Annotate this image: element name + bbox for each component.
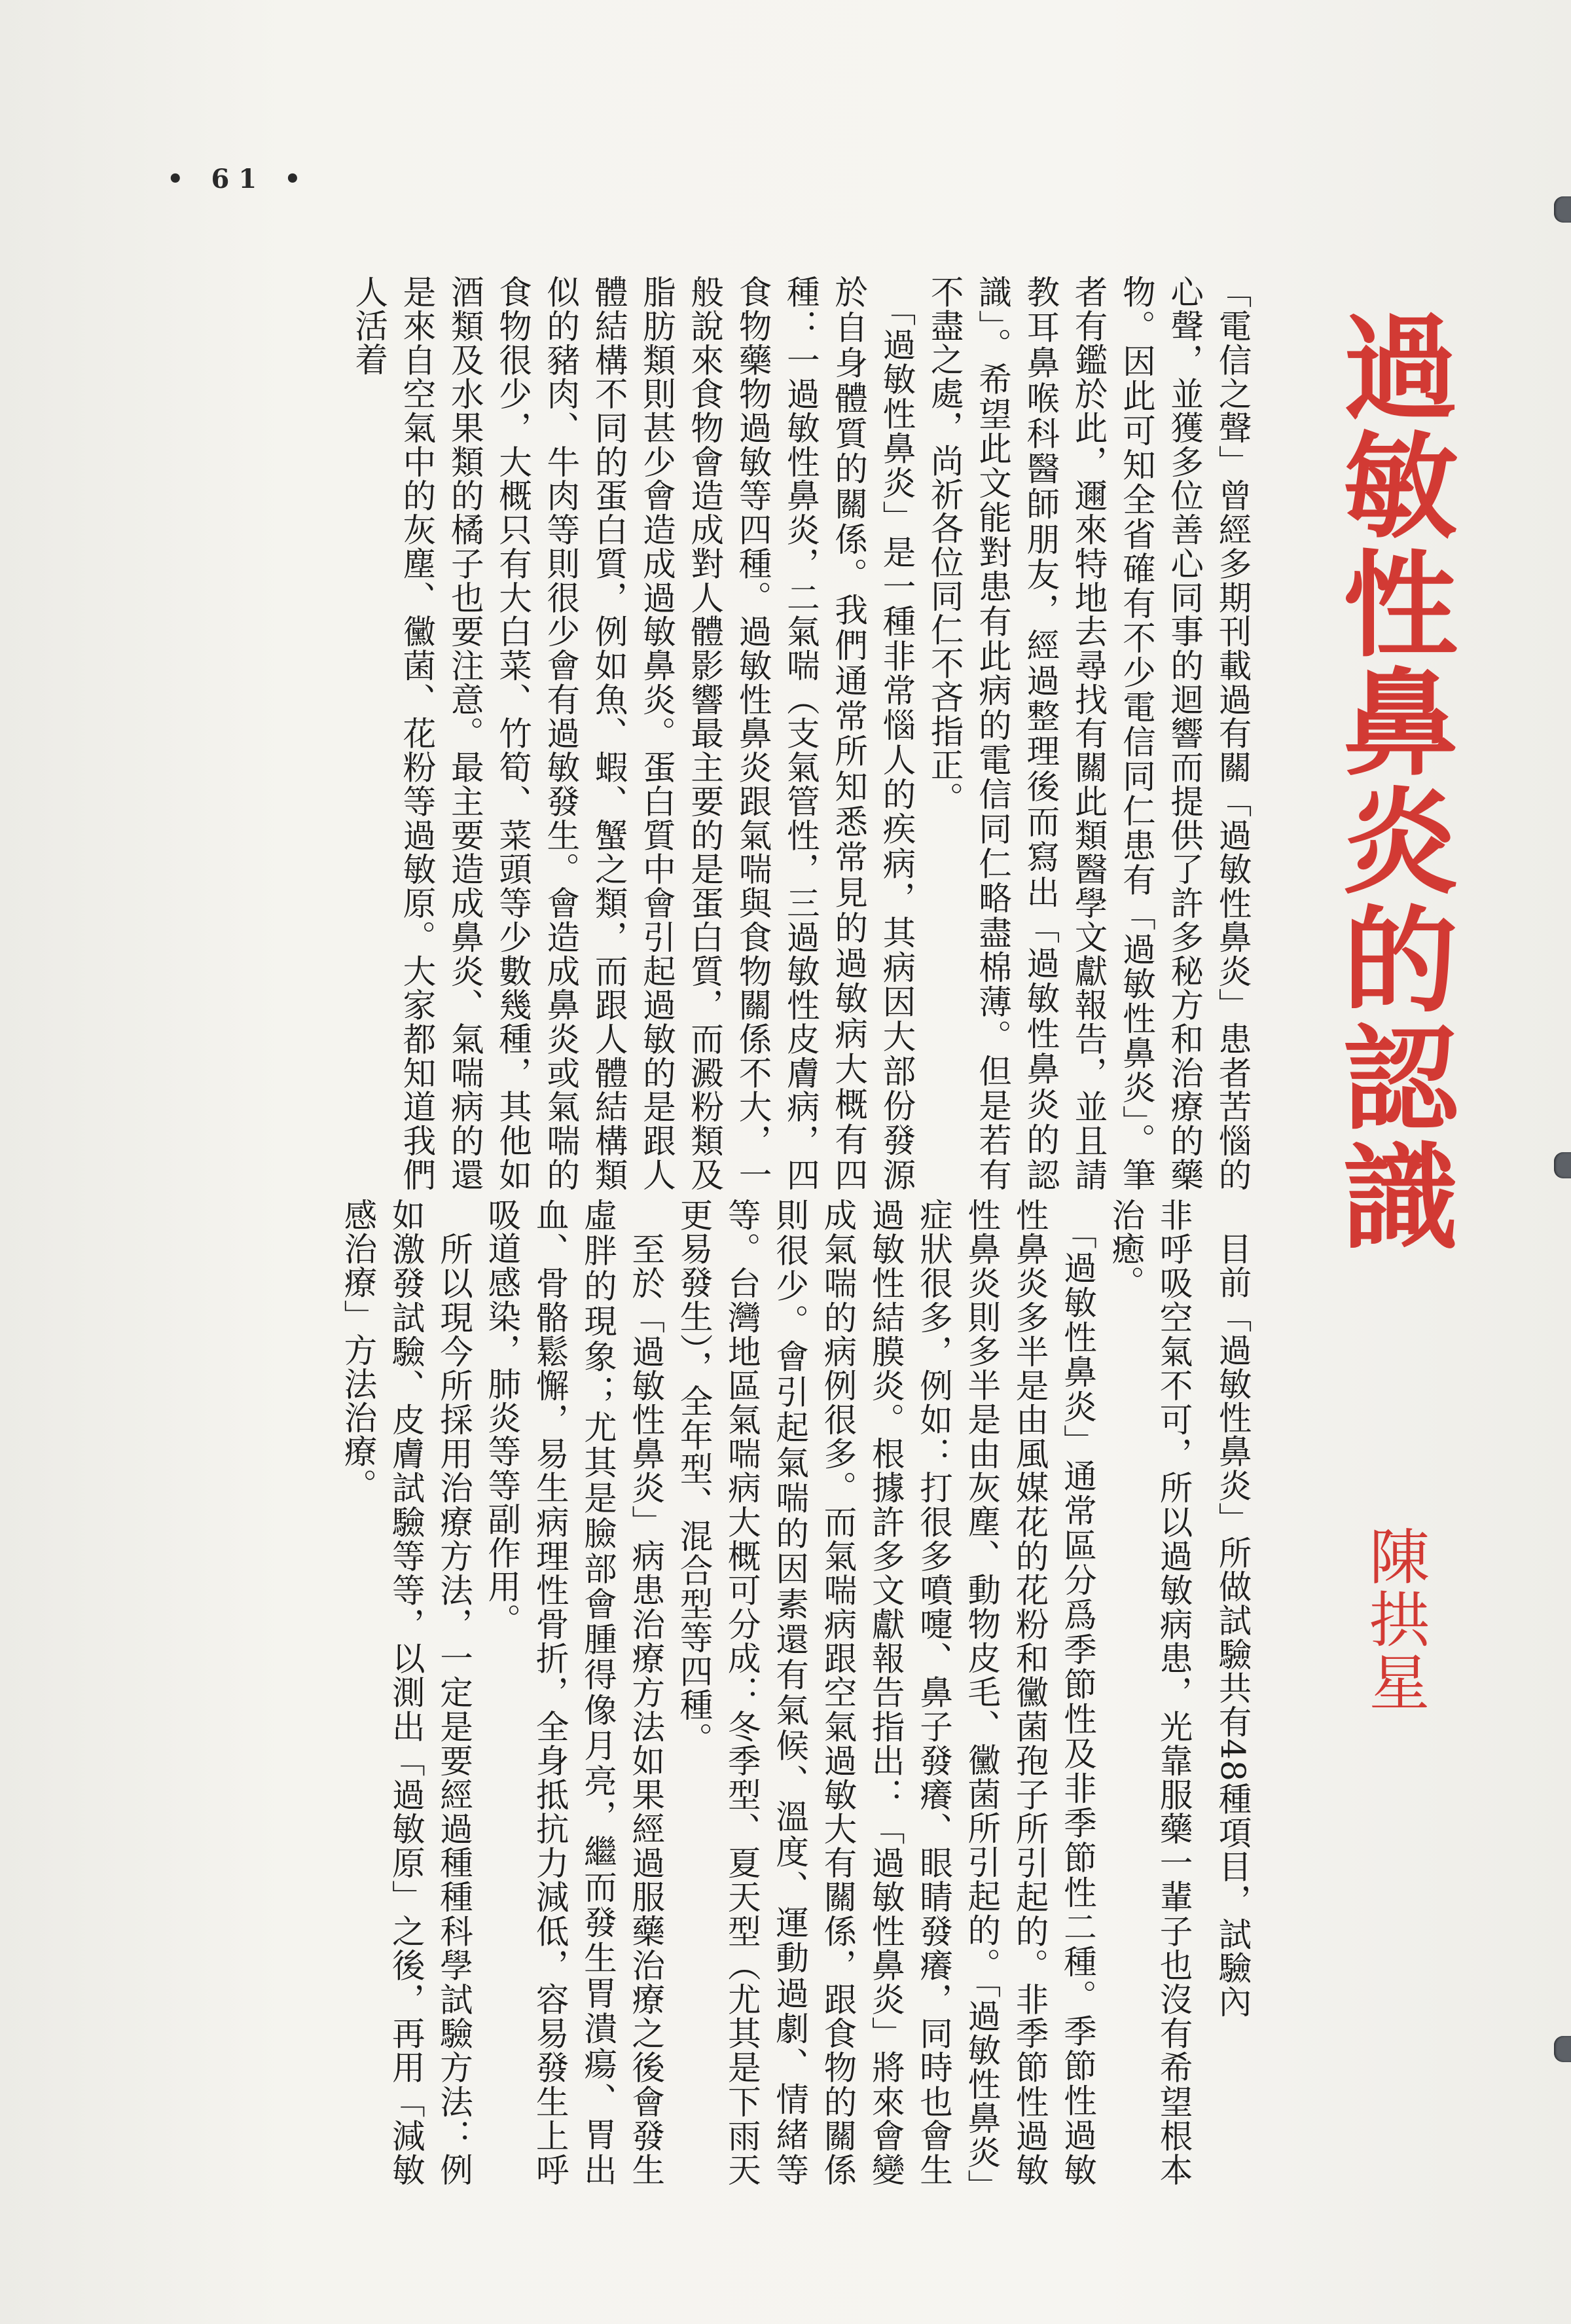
binder-ring xyxy=(1554,1152,1571,1178)
article-body-lower-end: 目前「過敏性鼻炎」所做試驗共有48種項目，試驗內 xyxy=(1214,1198,1252,2019)
binder-ring xyxy=(1554,196,1571,223)
page-number: • 61 • xyxy=(167,164,310,194)
article-author: 陳拱星 xyxy=(1360,1525,1430,1714)
binder-ring xyxy=(1554,2036,1571,2062)
article-body-lower: 非呼吸空氣不可，所以過敏病患，光靠服藥一輩子也沒有希望根本治癒。 「過敏性鼻炎」通常區分爲季節性及非季節性二種。季節性過敏性鼻炎多半是由風媒花的花粉和黴菌孢子所引起的。非季節性過敏性鼻炎則多半是由灰塵、動物皮毛、黴菌所引起的。「過敏性鼻炎」症狀很多，例如：打很多噴嚏、鼻子發癢、眼睛發癢，同時也會生過敏性結膜炎。根據許多文獻報告指出：「過敏性鼻炎」將來會變成氣喘的病例很多。而氣喘病跟空氣過敏大有關係，跟食物的關係則很少。會引起氣喘的因素還有氣候、溫度、運動過劇、情緒等等。台灣地區氣喘病大概可分成：冬季型、夏天型（尤其是下雨天更易發生），全年型、混合型等四種。 至於「過敏性鼻炎」病患治療方法如果經過服藥治療之後會發生虛胖的現象；尤其是臉部會腫得像月亮，繼而發生胃潰瘍、胃出血、骨骼鬆懈，易生病理性骨折，全身抵抗力減低，容易發生上呼吸道感染，肺炎等等副作用。 所以現今所採用治療方法，一定是要經過種種科學試驗方法：例如激發試驗、皮膚試驗等等，以測出「過敏原」之後，再用「減敏感治療」方法治療。 xyxy=(338,1198,1193,2187)
article-body-upper: 「電信之聲」曾經多期刊載過有關「過敏性鼻炎」患者苦惱的心聲，並獲多位善心同事的迴響而提供了許多秘方和治療的藥物。因此可知全省確有不少電信同仁患有「過敏性鼻炎」。筆者有鑑於此，邇來特地去尋找有關此類醫學文獻報告，並且請教耳鼻喉科醫師朋友，經過整理後而寫出「過敏性鼻炎的認識」。希望此文能對患有此病的電信同仁略盡棉薄。但是若有不盡之處，尚祈各位同仁不吝指正。 「過敏性鼻炎」是一種非常惱人的疾病，其病因大部份發源於自身體質的關係。我們通常所知悉常見的過敏病大概有四種：一過敏性鼻炎，二氣喘（支氣管性，三過敏性皮膚病，四食物藥物過敏等四種。過敏性鼻炎跟氣喘與食物關係不大，一般說來食物會造成對人體影響最主要的是蛋白質，而澱粉類及脂肪類則甚少會造成過敏鼻炎。蛋白質中會引起過敏的是跟人體結構不同的蛋白質，例如魚、蝦、蟹之類，而跟人體結構類似的豬肉、牛肉等則很少會有過敏發生。會造成鼻炎或氣喘的食物很少，大概只有大白菜、竹筍、菜頭等少數幾種，其他如酒類及水果類的橘子也要注意。最主要造成鼻炎、氣喘病的還是來自空氣中的灰塵、黴菌、花粉等過敏原。大家都知道我們人活着 xyxy=(350,275,1252,1191)
article-title: 過敏性鼻炎的認識 xyxy=(1324,308,1458,1256)
